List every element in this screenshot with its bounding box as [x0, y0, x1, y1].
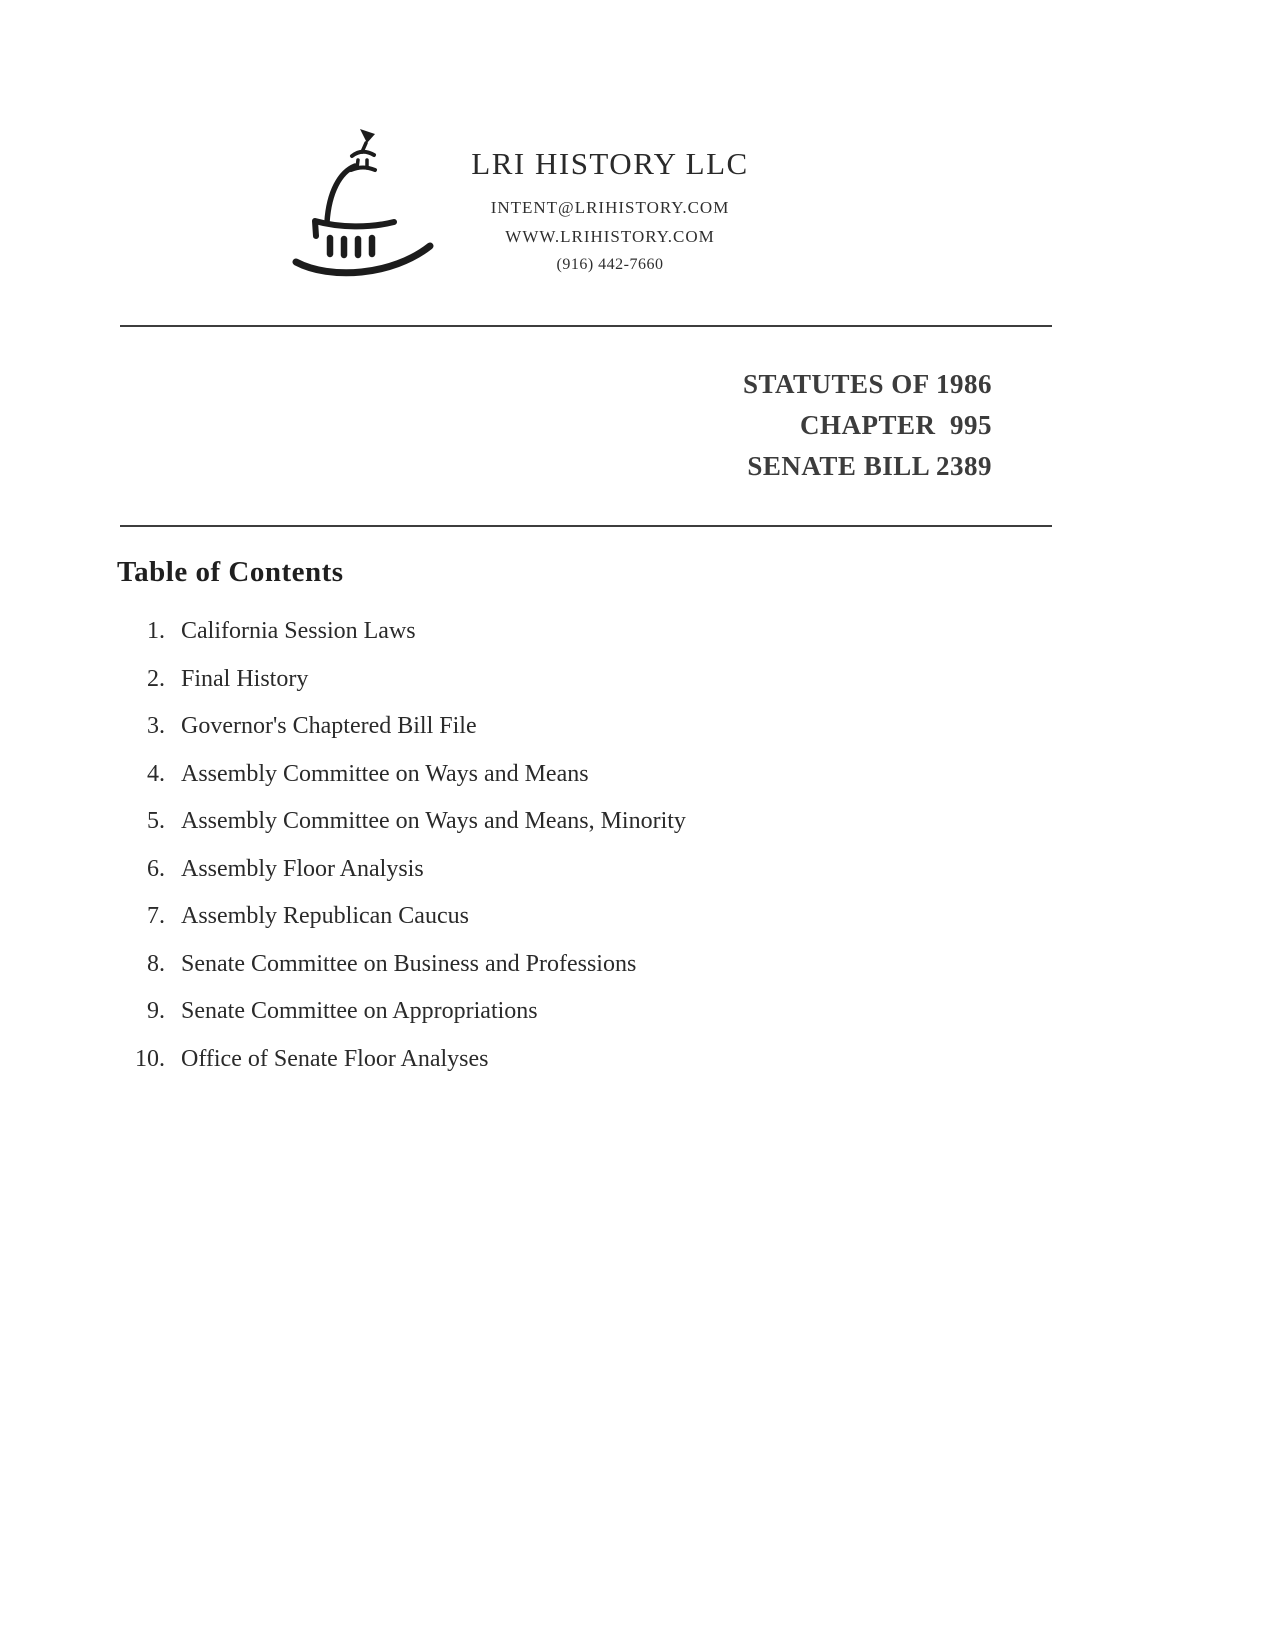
divider-line-top: [120, 325, 1052, 327]
toc-title: Table of Contents: [117, 556, 344, 588]
toc-item-label: Assembly Committee on Ways and Means, Minority: [181, 808, 686, 834]
toc-item: [117, 998, 917, 1046]
toc-item-number: 3.: [147, 713, 165, 739]
toc-item: [117, 666, 917, 714]
divider-line-bottom: [120, 525, 1052, 527]
toc-item-label: Assembly Floor Analysis: [181, 855, 424, 882]
toc-list: [117, 618, 917, 1093]
statutes-year-line: STATUTES OF 1986: [742, 369, 992, 399]
toc-item-number: 7.: [147, 903, 165, 929]
toc-item-label: Office of Senate Floor Analyses: [181, 1045, 489, 1072]
toc-item: [117, 951, 917, 999]
phone-text: (916) 442-7660: [556, 256, 664, 273]
toc-item-label: Governor's Chaptered Bill File: [181, 713, 477, 739]
toc-item-label: Assembly Committee on Ways and Means: [181, 760, 589, 787]
toc-item: [117, 713, 917, 761]
toc-item-label: Senate Committee on Appropriations: [181, 998, 538, 1024]
toc-item-number: 5.: [147, 808, 165, 834]
email-text: INTENT@LRIHISTORY.COM: [490, 198, 730, 217]
toc-item: [117, 1046, 917, 1094]
toc-item-number: 4.: [147, 760, 165, 787]
toc-item: [117, 761, 917, 809]
toc-item: [117, 808, 917, 856]
toc-item-number: 2.: [147, 665, 165, 692]
toc-item-number: 10.: [135, 1045, 165, 1072]
toc-item-number: 1.: [147, 618, 165, 644]
toc-item-label: California Session Laws: [181, 618, 416, 644]
company-name: LRI HISTORY LLC: [471, 146, 749, 181]
toc-item-label: Assembly Republican Caucus: [181, 903, 469, 929]
toc-item-label: Senate Committee on Business and Professions: [181, 950, 637, 977]
toc-item: [117, 618, 917, 666]
senate-bill-line: SENATE BILL 2389: [747, 451, 992, 481]
toc-item-number: 6.: [147, 855, 165, 882]
chapter-line: CHAPTER 995: [799, 410, 992, 440]
toc-item-number: 9.: [147, 998, 165, 1024]
toc-item: [117, 903, 917, 951]
website-text: WWW.LRIHISTORY.COM: [505, 227, 715, 246]
toc-item-label: Final History: [181, 665, 309, 692]
toc-item-number: 8.: [147, 950, 165, 977]
toc-item: [117, 856, 917, 904]
statutes-block: [743, 364, 992, 487]
letterhead: [420, 146, 800, 274]
